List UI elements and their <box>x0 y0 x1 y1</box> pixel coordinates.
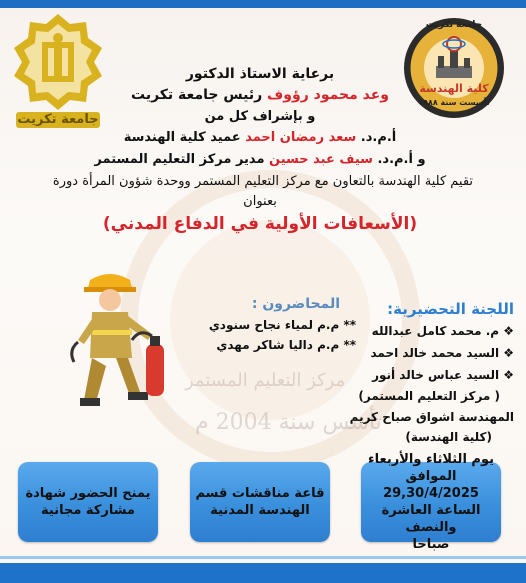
president-line <box>100 87 420 103</box>
committee-member-3: ❖ السيد عباس خالد أنور <box>372 368 514 382</box>
president-title: رئيس جامعة تكريت <box>131 87 268 103</box>
venue-line-1: قاعة مناقشات قسم <box>195 486 325 501</box>
watermark-center: مركز التعليم المستمر <box>185 370 346 391</box>
right-logo-mid: كلية الهندسة <box>419 82 489 95</box>
lecturer-2: ** م.م داليا شاكر مهدي <box>216 338 356 352</box>
dean-title: عميد كلية الهندسة <box>123 130 246 145</box>
date-value: الموافق 29,30/4/2025 <box>383 469 479 501</box>
diamond-bullet-icon: ❖ <box>499 324 514 338</box>
director-title: مدير مركز التعليم المستمر <box>94 152 270 167</box>
venue-line-2: الهندسة المدنية <box>210 503 310 518</box>
committee-member-1: ❖ م. محمد كامل عبدالله <box>371 324 514 338</box>
committee-heading: اللجنة التحضيرية: <box>387 300 514 318</box>
date-time-box <box>361 452 501 552</box>
engineering-college-logo <box>400 14 508 122</box>
time-value: الساعة العاشرة والنصف <box>381 503 481 535</box>
right-logo-top: جامعة تكريت <box>425 20 483 30</box>
venue-box <box>190 462 330 542</box>
course-title: (الأسعافات الأولية في الدفاع المدني) <box>102 214 418 234</box>
date-days: يوم الثلاثاء والأربعاء <box>368 452 494 467</box>
committee-member-4: المهندسة اشواق صباح كريم <box>349 410 514 424</box>
committee-member-2: ❖ السيد محمد خالد احمد <box>370 346 514 360</box>
bottom-bar <box>0 563 526 583</box>
committee-affiliation-2: (كلية الهندسة) <box>405 430 492 444</box>
certificate-box <box>18 462 158 542</box>
firefighter-illustration <box>70 270 180 420</box>
director-line <box>70 152 450 167</box>
supervision-line: و بإشراف كل من <box>204 109 316 124</box>
dean-line <box>80 130 440 145</box>
director-prefix: و أ.م.د. <box>372 152 426 167</box>
lecturers-heading: المحاضرون : <box>251 296 340 312</box>
director-name: سيف عبد حسين <box>269 152 373 167</box>
president-name: وعد محمود رؤوف <box>267 87 389 103</box>
top-bar <box>0 0 526 8</box>
time-period: صباحا <box>412 537 450 552</box>
certificate-line-2: مشاركة مجانية <box>41 503 135 518</box>
titled-line: بعنوان <box>243 194 277 209</box>
dean-prefix: أ.م.د. <box>356 130 397 145</box>
lecturer-1: ** م.م لمياء نجاح سنودي <box>208 318 356 332</box>
right-logo-bottom: تأسست سنة ١٩٨٨ <box>418 98 490 107</box>
left-logo-text: جامعة تكريت <box>17 112 99 127</box>
course-intro-line: تقيم كلية الهندسة بالتعاون مع مركز التعليم المستمر ووحدة شؤون المرأة دورة <box>52 174 474 189</box>
diamond-bullet-icon: ❖ <box>499 346 514 360</box>
dean-name: سعد رمضان احمد <box>245 130 357 145</box>
certificate-line-1: يمنح الحضور شهادة <box>25 486 151 501</box>
tikrit-university-logo <box>12 12 104 132</box>
bottom-accent-line <box>0 556 526 559</box>
diamond-bullet-icon: ❖ <box>499 368 514 382</box>
watermark-year: تأسس سنة 2004 م <box>195 410 382 435</box>
committee-affiliation-1: ( مركز التعليم المستمر) <box>358 389 500 403</box>
patronage-line: برعاية الاستاذ الدكتور <box>185 66 335 82</box>
